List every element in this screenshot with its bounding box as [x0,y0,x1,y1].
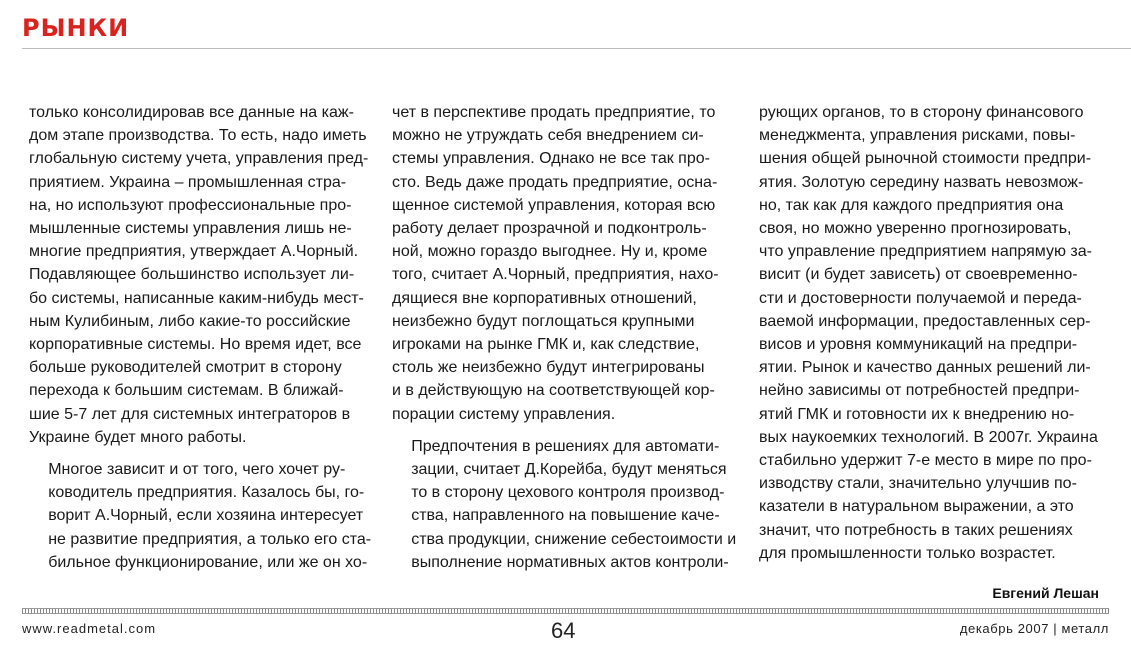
article-paragraph [29,458,381,574]
page-number: 64 [551,618,576,643]
text-line: дящиеся вне корпоративных отношений, [392,289,697,307]
text-line: шие 5-7 лет для системных интеграторов в [29,405,351,423]
text-line: мышленные системы управления лишь не- [29,220,352,238]
footer-divider [22,608,1109,614]
text-line: ворит А.Чорный, если хозяина интересует [48,507,364,525]
site-url: www.readmetal.com [22,621,157,636]
text-line: глобальную систему учета, управления пред- [29,150,369,168]
text-line: но, так как для каждого предприятия она [759,196,1064,214]
text-line: казатели в натуральном выражении, а это [759,498,1074,516]
text-line: не развитие предприятия, а только его ста- [48,530,372,548]
text-line: изводству стали, значительно улучшив по- [759,475,1077,493]
text-line: ства продукции, снижение себестоимости и [411,530,737,548]
text-line: работу делает прозрачной и подконтроль- [392,220,707,238]
text-line: игроками на рынке ГМК и, как следствие, [392,336,700,354]
section-title: РЫНКИ [22,14,130,42]
text-line: стабильно удержит 7-е место в мире по про- [759,452,1092,470]
text-line: ководитель предприятия. Казалось бы, го- [48,484,365,502]
text-line: шения общей рыночной стоимости предпри- [759,150,1092,168]
text-line: больше руководителей смотрит в сторону [29,359,342,377]
text-line: висов и уровня коммуникаций на предпри- [759,336,1078,354]
text-line: приятием. Украина – промышленная стра- [29,173,347,191]
text-line: чет в перспективе продать предприятие, то [392,104,716,121]
text-line: Подавляющее большинство использует ли- [29,266,355,284]
text-line: стемы управления. Однако не все так про- [392,150,710,168]
article-paragraph [392,435,744,574]
text-line: своя, но можно уверенно прогнозировать, [759,220,1072,238]
text-line: на, но используют профессиональные про- [29,196,352,214]
text-line: ства, направленного на повышение каче- [411,507,720,525]
text-line: того, считает А.Чорный, предприятия, нахо- [392,266,719,284]
text-line: многие предприятия, утверждает А.Чорный. [29,243,359,261]
text-line: ятии. Рынок и качество данных решений ли- [759,359,1091,377]
issue-info: декабрь 2007 | металл [959,621,1109,636]
text-line: корпоративные системы. Но время идет, все [29,336,362,354]
author-byline: Евгений Лешан [992,585,1099,601]
article-column-3 [759,101,1111,565]
text-line: Предпочтения в решениях для автомати- [411,437,720,455]
text-line: нейно зависимы от потребностей предпри- [759,382,1080,400]
text-line: щенное системой управления, которая всю [392,196,716,214]
text-line: порации систему управления. [392,405,616,423]
text-line: ятий ГМК и готовности их к внедрению но- [759,405,1075,423]
text-line: то в сторону цехового контроля производ- [411,484,725,502]
text-line: для промышленности только возрастет. [759,544,1056,562]
article-paragraph [29,101,381,449]
text-line: только консолидировав все данные на каж- [29,104,354,121]
text-line: значит, что потребность в таких решениях [759,521,1073,539]
text-line: рующих органов, то в сторону финансового [759,104,1084,121]
text-line: можно не утруждать себя внедрением си- [392,127,704,145]
top-divider [22,48,1131,49]
text-line: дом этапе производства. То есть, надо иметь [29,127,367,145]
article-column-1 [29,101,381,574]
text-line: выполнение нормативных актов контроли- [411,553,729,571]
text-line: бильное функционирование, или же он хо- [48,553,368,571]
text-line: сто. Ведь даже продать предприятие, осна- [392,173,718,191]
article-column-2 [392,101,744,574]
text-line: ваемой информации, предоставленных сер- [759,312,1091,330]
text-line: сти и достоверности получаемой и переда- [759,289,1082,307]
text-line: зации, считает Д.Корейба, будут меняться [411,461,727,479]
text-line: ным Кулибиным, либо какие-то российские [29,312,351,330]
text-line: ятия. Золотую середину назвать невозмож- [759,173,1084,191]
text-line: менеджмента, управления рисками, повы- [759,127,1076,145]
text-line: перехода к большим системам. В ближай- [29,382,344,400]
text-line: что управление предприятием напрямую за- [759,243,1092,261]
text-line: бо системы, написанные каким-нибудь мест- [29,289,364,307]
text-line: вых наукоемких технологий. В 2007г. Украина [759,428,1098,446]
text-line: столь же неизбежно будут интегрированы [392,359,705,377]
text-line: висит (и будет зависеть) от своевременно- [759,266,1078,284]
article-paragraph [392,101,744,426]
text-line: неизбежно будут поглощаться крупными [392,312,695,330]
text-line: ной, можно гораздо выгоднее. Ну и, кроме [392,243,708,261]
text-line: Многое зависит и от того, чего хочет ру- [48,461,346,479]
text-line: Украине будет много работы. [29,428,247,446]
article-paragraph [759,101,1111,565]
text-line: и в действующую на соответствующей кор- [392,382,715,400]
